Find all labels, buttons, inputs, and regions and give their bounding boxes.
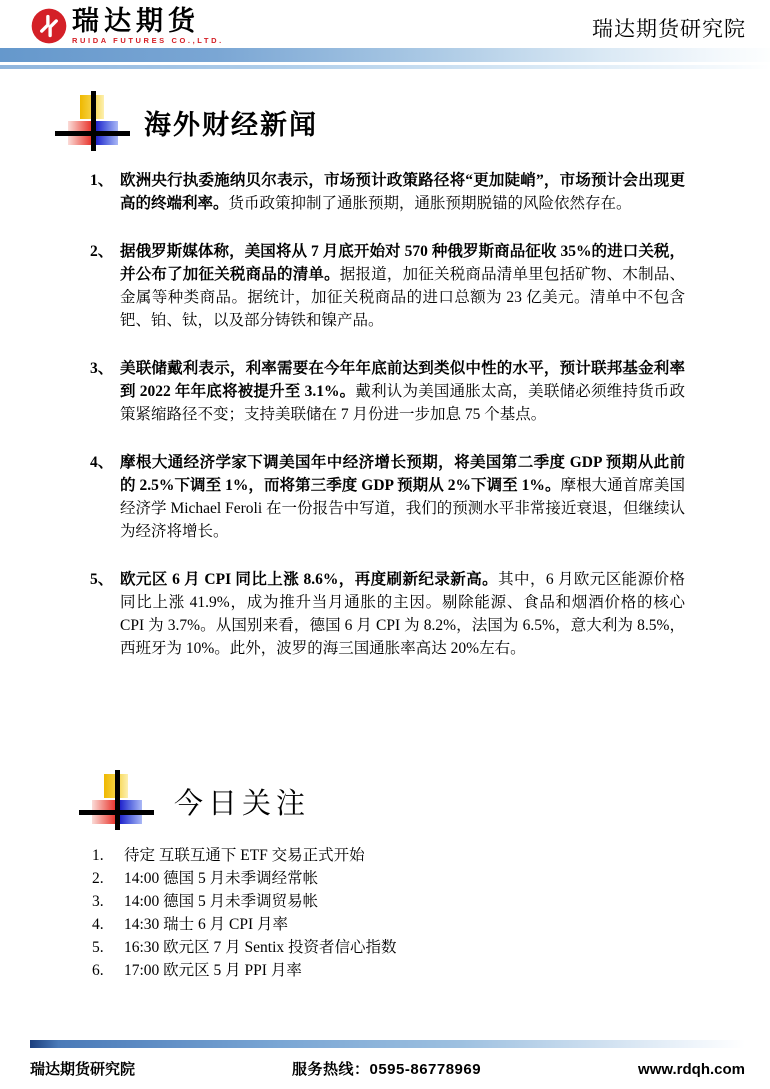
news-item-text xyxy=(120,169,685,215)
focus-list xyxy=(92,844,685,982)
section-title-today-focus: 今日关注 xyxy=(174,787,311,820)
focus-item-number: 5. xyxy=(92,939,104,957)
news-item-number: 3、 xyxy=(90,360,114,378)
company-name: 瑞达期货 xyxy=(72,6,200,36)
news-item xyxy=(90,357,685,426)
section-overseas-news-header xyxy=(68,93,770,151)
focus-item-number: 3. xyxy=(92,893,104,911)
company-name-en: RUIDA FUTURES CO.,LTD. xyxy=(72,36,224,46)
news-list xyxy=(90,169,685,660)
news-item-detail: 据报道，加征关税商品清单里包括矿物、木制品、金属等种类商品。据统计，加征关税商品的进口总额为 23 亿美元。清单中不包含钯、铂、钛，以及部分铸铁和镍产品。 xyxy=(120,266,685,330)
news-item-number: 4、 xyxy=(90,454,114,472)
news-item-lead: 摩根大通经济学家下调美国年中经济增长预期，将美国第二季度 GDP 预期从此前的 2.5%下调至 1%，而将第三季度 GDP 预期从 2%下调至 1%。 xyxy=(120,454,685,495)
footer-hotline xyxy=(292,1058,481,1079)
header-bar-main xyxy=(0,48,770,62)
news-item-text xyxy=(120,568,685,660)
news-item-text xyxy=(120,357,685,426)
focus-item-text: 14:30 瑞士 6 月 CPI 月率 xyxy=(124,916,289,934)
news-item xyxy=(90,169,685,215)
focus-item-text: 14:00 德国 5 月未季调贸易帐 xyxy=(124,893,319,911)
focus-item xyxy=(92,959,685,982)
focus-item-number: 4. xyxy=(92,916,104,934)
news-item xyxy=(90,451,685,543)
company-logo xyxy=(30,7,224,45)
footer-divider-bar xyxy=(30,1040,745,1048)
news-item-detail: 货币政策抑制了通胀预期，通胀预期脱锚的风险依然存在。 xyxy=(228,195,632,213)
focus-item-number: 6. xyxy=(92,962,104,980)
focus-item-text: 14:00 德国 5 月未季调经常帐 xyxy=(124,870,319,888)
header-bar-sub xyxy=(0,65,770,69)
section-cross-icon xyxy=(68,93,122,151)
focus-item xyxy=(92,936,685,959)
news-item xyxy=(90,568,685,660)
footer-website: www.rdqh.com xyxy=(638,1061,745,1078)
news-item-number: 5、 xyxy=(90,571,114,589)
focus-item xyxy=(92,913,685,936)
focus-item-number: 2. xyxy=(92,870,104,888)
footer-institute: 瑞达期货研究院 xyxy=(30,1061,136,1078)
news-item-text xyxy=(120,240,685,332)
focus-item xyxy=(92,867,685,890)
focus-item-number: 1. xyxy=(92,847,104,865)
news-item-lead: 欧元区 6 月 CPI 同比上涨 8.6%，再度刷新纪录新高。 xyxy=(120,571,499,589)
news-item-detail: 戴利认为美国通胀太高，美联储必须维持货币政策紧缩路径不变；支持美联储在 7 月份进一步加息 75 个基点。 xyxy=(120,383,685,424)
institute-title: 瑞达期货研究院 xyxy=(592,18,746,42)
focus-item xyxy=(92,890,685,913)
news-item-lead: 据俄罗斯媒体称，美国将从 7 月底开始对 570 种俄罗斯商品征收 35%的进口关税，并公布了加征关税商品的清单。 xyxy=(120,243,685,284)
section-cross-icon xyxy=(92,772,146,830)
footer-hotline-number: 0595-86778969 xyxy=(369,1061,482,1078)
news-item-lead: 欧洲央行执委施纳贝尔表示，市场预计政策路径将“更加陡峭”，市场预计会出现更高的终端利率。 xyxy=(120,172,685,213)
news-item-number: 1、 xyxy=(90,172,114,190)
focus-item-text: 待定 互联互通下 ETF 交易正式开始 xyxy=(124,847,365,865)
news-item-text xyxy=(120,451,685,543)
page-footer xyxy=(0,1040,770,1089)
focus-item-text: 17:00 欧元区 5 月 PPI 月率 xyxy=(124,962,302,980)
company-emblem-icon xyxy=(30,7,68,45)
section-today-focus-header xyxy=(92,772,770,830)
news-item-lead: 美联储戴利表示，利率需要在今年年底前达到类似中性的水平，预计联邦基金利率到 2022 年年底将被提升至 3.1%。 xyxy=(120,360,685,401)
focus-item xyxy=(92,844,685,867)
news-item-number: 2、 xyxy=(90,243,114,261)
section-title-overseas-news: 海外财经新闻 xyxy=(144,109,318,140)
footer-hotline-label: 服务热线： xyxy=(291,1061,370,1078)
page-header xyxy=(0,0,770,48)
news-item-detail: 其中，6 月欧元区能源价格同比上涨 41.9%，成为推升当月通胀的主因。剔除能源、食品和烟酒价格的核心 CPI 为 3.7%。从国别来看，德国 6 月 CPI 为 8.2%，法国为 6.5%，意大利为 8.5%，西班牙为 10%。此外，波罗的海三国通胀率高达 20%左右。 xyxy=(120,571,685,658)
news-item xyxy=(90,240,685,332)
news-item-detail: 摩根大通首席美国经济学 Michael Feroli 在一份报告中写道，我们的预测水平非常接近衰退，但继续认为经济将增长。 xyxy=(120,477,685,541)
header-divider xyxy=(0,48,770,69)
focus-item-text: 16:30 欧元区 7 月 Sentix 投资者信心指数 xyxy=(124,939,397,957)
